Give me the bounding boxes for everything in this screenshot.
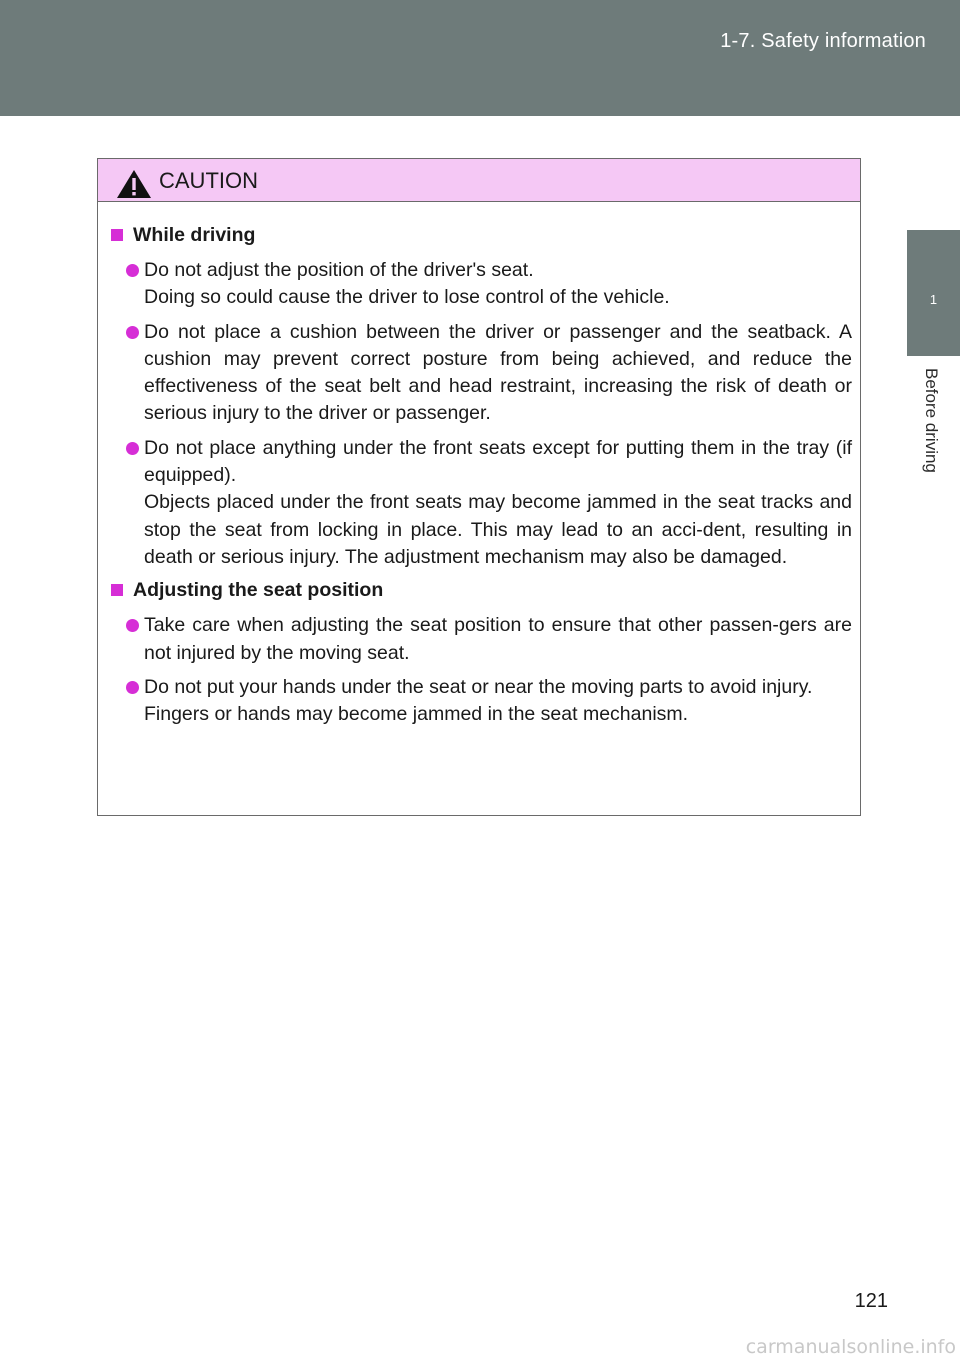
bullet-text: Objects placed under the front seats may become jammed in the seat tracks and stop the seat from locking in place. This may lead to an acci-dent, resulting in death or serious injury. The adjustment mechanism may also be damaged.: [144, 491, 852, 568]
dot-bullet-icon: [126, 681, 139, 694]
chapter-number: 1: [929, 292, 938, 307]
section-heading: [107, 575, 852, 605]
section-title: 1-7. Safety information: [720, 30, 926, 52]
bullet-text: Fingers or hands may become jammed in the seat mechanism.: [144, 703, 689, 726]
square-bullet-icon: [111, 584, 123, 596]
bullet-text: Do not place a cushion between the driver or passenger and the seatback. A cushion may prevent correct posture from being achieved, and reduce the effectiveness of the seat belt and head restraint, increasing the risk of death or serious injury to the driver or passenger.: [144, 320, 852, 425]
caution-box: [97, 158, 861, 816]
caution-body: [98, 202, 860, 728]
bullet-text: Do not place anything under the front seats except for putting them in the tray (if equipped).: [144, 436, 852, 487]
bullet-text: Do not put your hands under the seat or near the moving parts to avoid injury.: [144, 675, 813, 698]
caution-title: CAUTION: [159, 168, 258, 193]
page-number: 121: [854, 1290, 888, 1312]
dot-bullet-icon: [126, 442, 139, 455]
dot-bullet-icon: [126, 264, 139, 277]
bullet-item: [107, 319, 852, 428]
warning-triangle-icon: [116, 169, 152, 199]
bullet-item: [107, 612, 852, 667]
dot-bullet-icon: [126, 326, 139, 339]
section-heading-text: Adjusting the seat position: [133, 579, 384, 602]
caution-header: [98, 159, 860, 202]
chapter-label: Before driving: [922, 368, 941, 473]
header-band: [0, 0, 960, 116]
section-heading: [107, 220, 852, 250]
chapter-label-wrap: [917, 368, 947, 498]
square-bullet-icon: [111, 229, 123, 241]
dot-bullet-icon: [126, 619, 139, 632]
bullet-text: Do not adjust the position of the driver's seat.: [144, 259, 534, 281]
bullet-text: Doing so could cause the driver to lose control of the vehicle.: [144, 286, 670, 309]
section-heading-text: While driving: [133, 224, 256, 246]
bullet-text: Take care when adjusting the seat position to ensure that other passen-gers are not injured by the moving seat.: [144, 614, 852, 664]
bullet-item: [107, 435, 852, 571]
bullet-item: [107, 674, 852, 729]
bullet-item: [107, 257, 852, 312]
chapter-tab: [907, 230, 960, 356]
watermark: carmanualsonline.info: [745, 1336, 956, 1358]
